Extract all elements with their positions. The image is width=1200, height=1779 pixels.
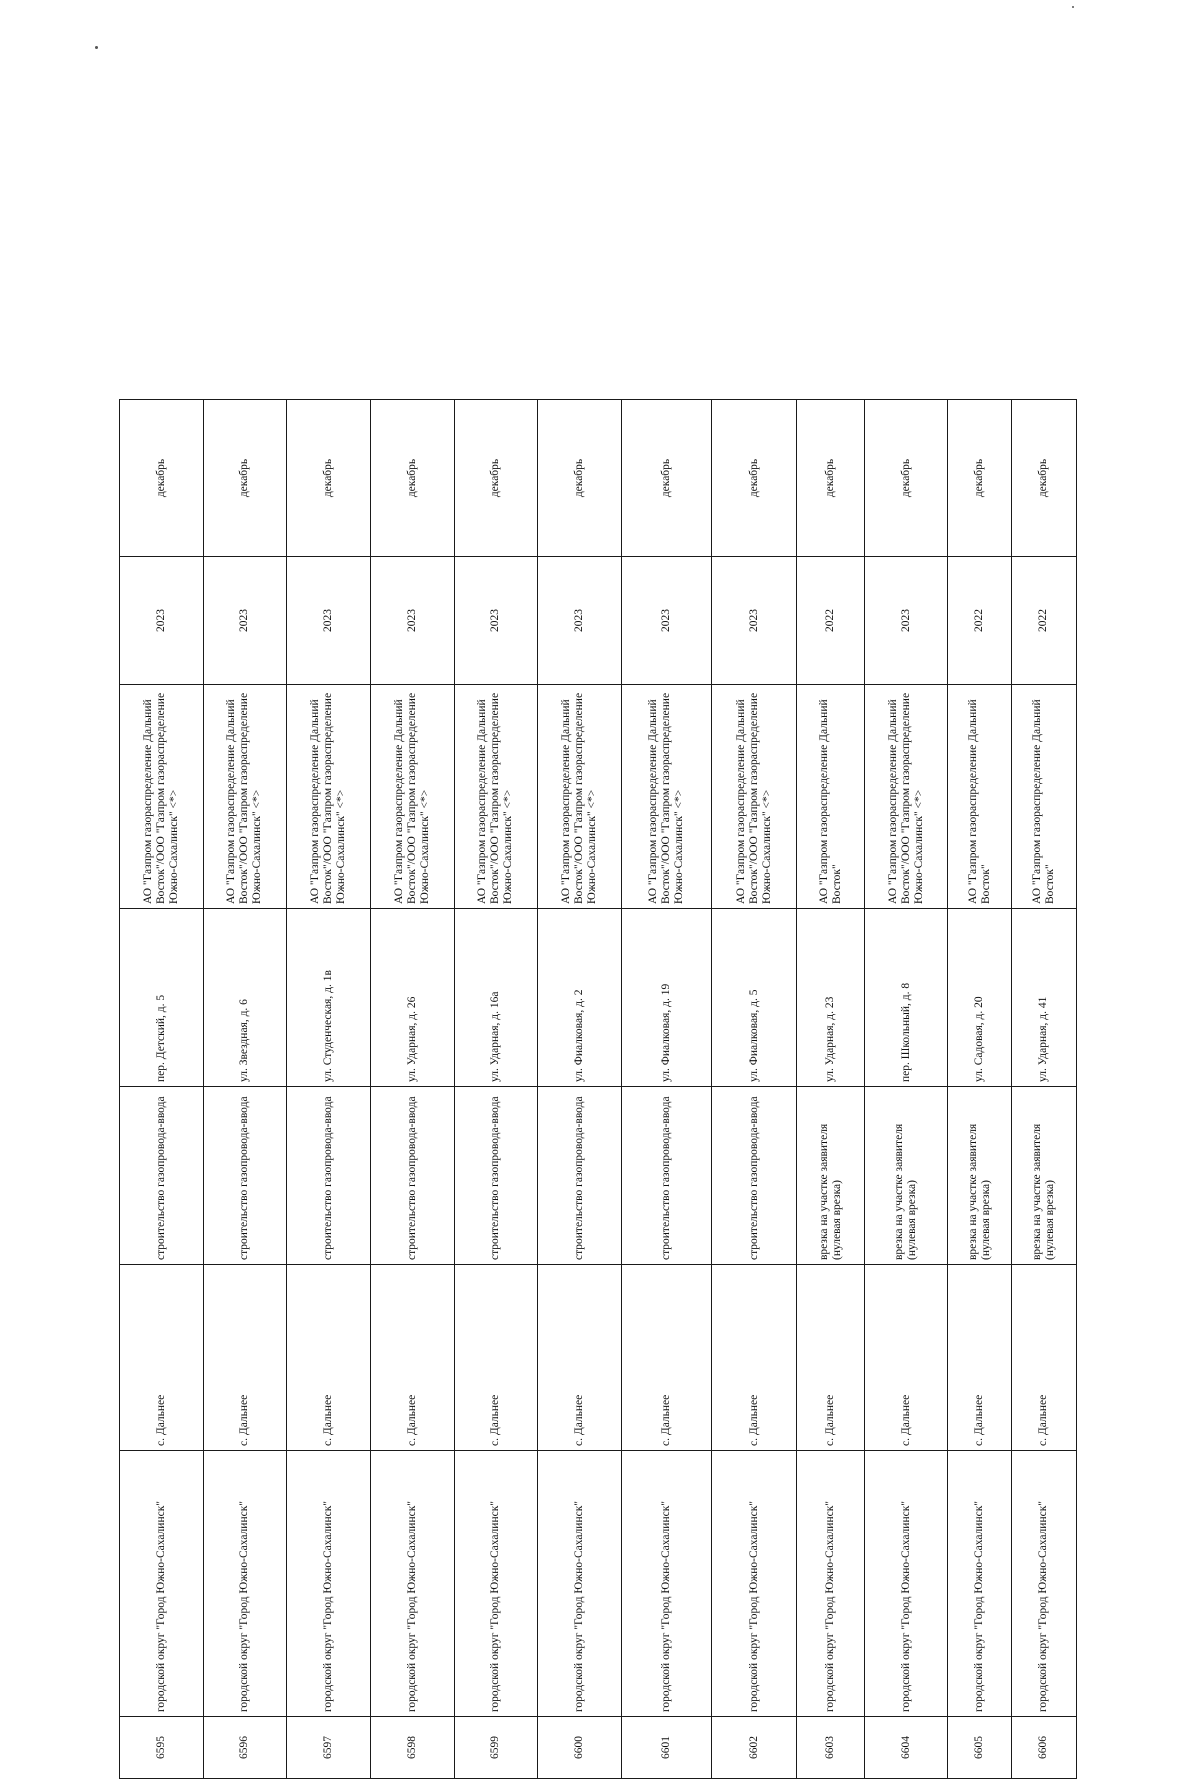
cell-address: пер. Школьный, д. 8 xyxy=(864,909,948,1087)
cell-district: городской округ "Город Южно-Сахалинск" xyxy=(864,1451,948,1717)
cell-number: 6600 xyxy=(538,1717,622,1779)
cell-executor: АО "Газпром газораспределение Дальний Восток" xyxy=(948,685,1011,909)
table-row xyxy=(864,400,948,1779)
cell-district: городской округ "Город Южно-Сахалинск" xyxy=(287,1451,371,1717)
cell-month: декабрь xyxy=(711,400,797,557)
cell-address: ул. Садовая, д. 20 xyxy=(948,909,1011,1087)
cell-address: ул. Фиалковая, д. 2 xyxy=(538,909,622,1087)
cell-executor: АО "Газпром газораспределение Дальний Восток"/ООО "Газпром газораспределение Южно-Сахалинск" <*> xyxy=(454,685,538,909)
cell-district: городской округ "Город Южно-Сахалинск" xyxy=(120,1451,204,1717)
cell-month: декабрь xyxy=(621,400,711,557)
cell-district: городской округ "Город Южно-Сахалинск" xyxy=(1011,1451,1076,1717)
table-row xyxy=(711,400,797,1779)
cell-executor: АО "Газпром газораспределение Дальний Восток"/ООО "Газпром газораспределение Южно-Сахалинск" <*> xyxy=(287,685,371,909)
cell-address: ул. Ударная, д. 41 xyxy=(1011,909,1076,1087)
cell-locality: с. Дальнее xyxy=(948,1265,1011,1451)
cell-year: 2023 xyxy=(370,557,454,685)
cell-locality: с. Дальнее xyxy=(454,1265,538,1451)
cell-month: декабрь xyxy=(203,400,287,557)
cell-district: городской округ "Город Южно-Сахалинск" xyxy=(711,1451,797,1717)
cell-year: 2023 xyxy=(203,557,287,685)
cell-year: 2023 xyxy=(711,557,797,685)
table-row xyxy=(120,400,204,1779)
cell-address: ул. Студенческая, д. 1в xyxy=(287,909,371,1087)
cell-district: городской округ "Город Южно-Сахалинск" xyxy=(454,1451,538,1717)
cell-locality: с. Дальнее xyxy=(120,1265,204,1451)
cell-number: 6603 xyxy=(797,1717,864,1779)
table-row xyxy=(1011,400,1076,1779)
cell-locality: с. Дальнее xyxy=(621,1265,711,1451)
cell-year: 2023 xyxy=(864,557,948,685)
cell-district: городской округ "Город Южно-Сахалинск" xyxy=(621,1451,711,1717)
cell-month: декабрь xyxy=(454,400,538,557)
cell-number: 6598 xyxy=(370,1717,454,1779)
cell-district: городской округ "Город Южно-Сахалинск" xyxy=(370,1451,454,1717)
cell-month: декабрь xyxy=(538,400,622,557)
cell-year: 2023 xyxy=(538,557,622,685)
cell-executor: АО "Газпром газораспределение Дальний Восток" xyxy=(797,685,864,909)
cell-locality: с. Дальнее xyxy=(538,1265,622,1451)
cell-number: 6604 xyxy=(864,1717,948,1779)
cell-work-type: строительство газопровода-ввода xyxy=(287,1087,371,1265)
cell-year: 2023 xyxy=(287,557,371,685)
cell-work-type: строительство газопровода-ввода xyxy=(711,1087,797,1265)
cell-executor: АО "Газпром газораспределение Дальний Восток"/ООО "Газпром газораспределение Южно-Сахалинск" <*> xyxy=(120,685,204,909)
cell-locality: с. Дальнее xyxy=(287,1265,371,1451)
cell-month: декабрь xyxy=(948,400,1011,557)
cell-executor: АО "Газпром газораспределение Дальний Восток"/ООО "Газпром газораспределение Южно-Сахалинск" <*> xyxy=(370,685,454,909)
cell-month: декабрь xyxy=(287,400,371,557)
cell-locality: с. Дальнее xyxy=(1011,1265,1076,1451)
cell-number: 6605 xyxy=(948,1717,1011,1779)
cell-address: ул. Фиалковая, д. 19 xyxy=(621,909,711,1087)
cell-district: городской округ "Город Южно-Сахалинск" xyxy=(538,1451,622,1717)
cell-executor: АО "Газпром газораспределение Дальний Восток" xyxy=(1011,685,1076,909)
gasification-schedule-table xyxy=(119,399,1077,1779)
table-row xyxy=(538,400,622,1779)
cell-year: 2022 xyxy=(948,557,1011,685)
cell-locality: с. Дальнее xyxy=(864,1265,948,1451)
cell-month: декабрь xyxy=(120,400,204,557)
cell-address: ул. Ударная, д. 16а xyxy=(454,909,538,1087)
cell-number: 6606 xyxy=(1011,1717,1076,1779)
cell-address: пер. Детский, д. 5 xyxy=(120,909,204,1087)
scan-speck xyxy=(95,46,98,49)
cell-address: ул. Ударная, д. 26 xyxy=(370,909,454,1087)
cell-month: декабрь xyxy=(1011,400,1076,557)
cell-work-type: врезка на участке заявителя (нулевая врезка) xyxy=(948,1087,1011,1265)
table-row xyxy=(370,400,454,1779)
cell-work-type: строительство газопровода-ввода xyxy=(538,1087,622,1265)
cell-executor: АО "Газпром газораспределение Дальний Восток"/ООО "Газпром газораспределение Южно-Сахалинск" <*> xyxy=(864,685,948,909)
cell-number: 6601 xyxy=(621,1717,711,1779)
cell-work-type: врезка на участке заявителя (нулевая врезка) xyxy=(1011,1087,1076,1265)
cell-work-type: строительство газопровода-ввода xyxy=(370,1087,454,1265)
cell-month: декабрь xyxy=(370,400,454,557)
cell-executor: АО "Газпром газораспределение Дальний Восток"/ООО "Газпром газораспределение Южно-Сахалинск" <*> xyxy=(621,685,711,909)
table-row xyxy=(948,400,1011,1779)
table-row xyxy=(454,400,538,1779)
cell-month: декабрь xyxy=(864,400,948,557)
cell-work-type: строительство газопровода-ввода xyxy=(454,1087,538,1265)
cell-year: 2023 xyxy=(621,557,711,685)
cell-number: 6602 xyxy=(711,1717,797,1779)
cell-work-type: строительство газопровода-ввода xyxy=(203,1087,287,1265)
cell-number: 6595 xyxy=(120,1717,204,1779)
cell-year: 2023 xyxy=(120,557,204,685)
cell-work-type: строительство газопровода-ввода xyxy=(120,1087,204,1265)
table-row xyxy=(203,400,287,1779)
cell-year: 2022 xyxy=(1011,557,1076,685)
cell-locality: с. Дальнее xyxy=(370,1265,454,1451)
cell-month: декабрь xyxy=(797,400,864,557)
table-row xyxy=(797,400,864,1779)
cell-work-type: врезка на участке заявителя (нулевая врезка) xyxy=(864,1087,948,1265)
cell-executor: АО "Газпром газораспределение Дальний Восток"/ООО "Газпром газораспределение Южно-Сахалинск" <*> xyxy=(538,685,622,909)
cell-executor: АО "Газпром газораспределение Дальний Восток"/ООО "Газпром газораспределение Южно-Сахалинск" <*> xyxy=(711,685,797,909)
table-row xyxy=(287,400,371,1779)
cell-locality: с. Дальнее xyxy=(711,1265,797,1451)
cell-year: 2023 xyxy=(454,557,538,685)
cell-number: 6599 xyxy=(454,1717,538,1779)
cell-address: ул. Фиалковая, д. 5 xyxy=(711,909,797,1087)
cell-address: ул. Ударная, д. 23 xyxy=(797,909,864,1087)
cell-district: городской округ "Город Южно-Сахалинск" xyxy=(203,1451,287,1717)
cell-executor: АО "Газпром газораспределение Дальний Восток"/ООО "Газпром газораспределение Южно-Сахалинск" <*> xyxy=(203,685,287,909)
cell-year: 2022 xyxy=(797,557,864,685)
cell-work-type: врезка на участке заявителя (нулевая врезка) xyxy=(797,1087,864,1265)
cell-number: 6597 xyxy=(287,1717,371,1779)
table-row xyxy=(621,400,711,1779)
cell-work-type: строительство газопровода-ввода xyxy=(621,1087,711,1265)
cell-district: городской округ "Город Южно-Сахалинск" xyxy=(948,1451,1011,1717)
cell-locality: с. Дальнее xyxy=(203,1265,287,1451)
cell-address: ул. Звездная, д. 6 xyxy=(203,909,287,1087)
cell-district: городской округ "Город Южно-Сахалинск" xyxy=(797,1451,864,1717)
cell-locality: с. Дальнее xyxy=(797,1265,864,1451)
cell-number: 6596 xyxy=(203,1717,287,1779)
scan-speck xyxy=(1072,6,1074,8)
rotated-table-container xyxy=(119,400,1077,1779)
